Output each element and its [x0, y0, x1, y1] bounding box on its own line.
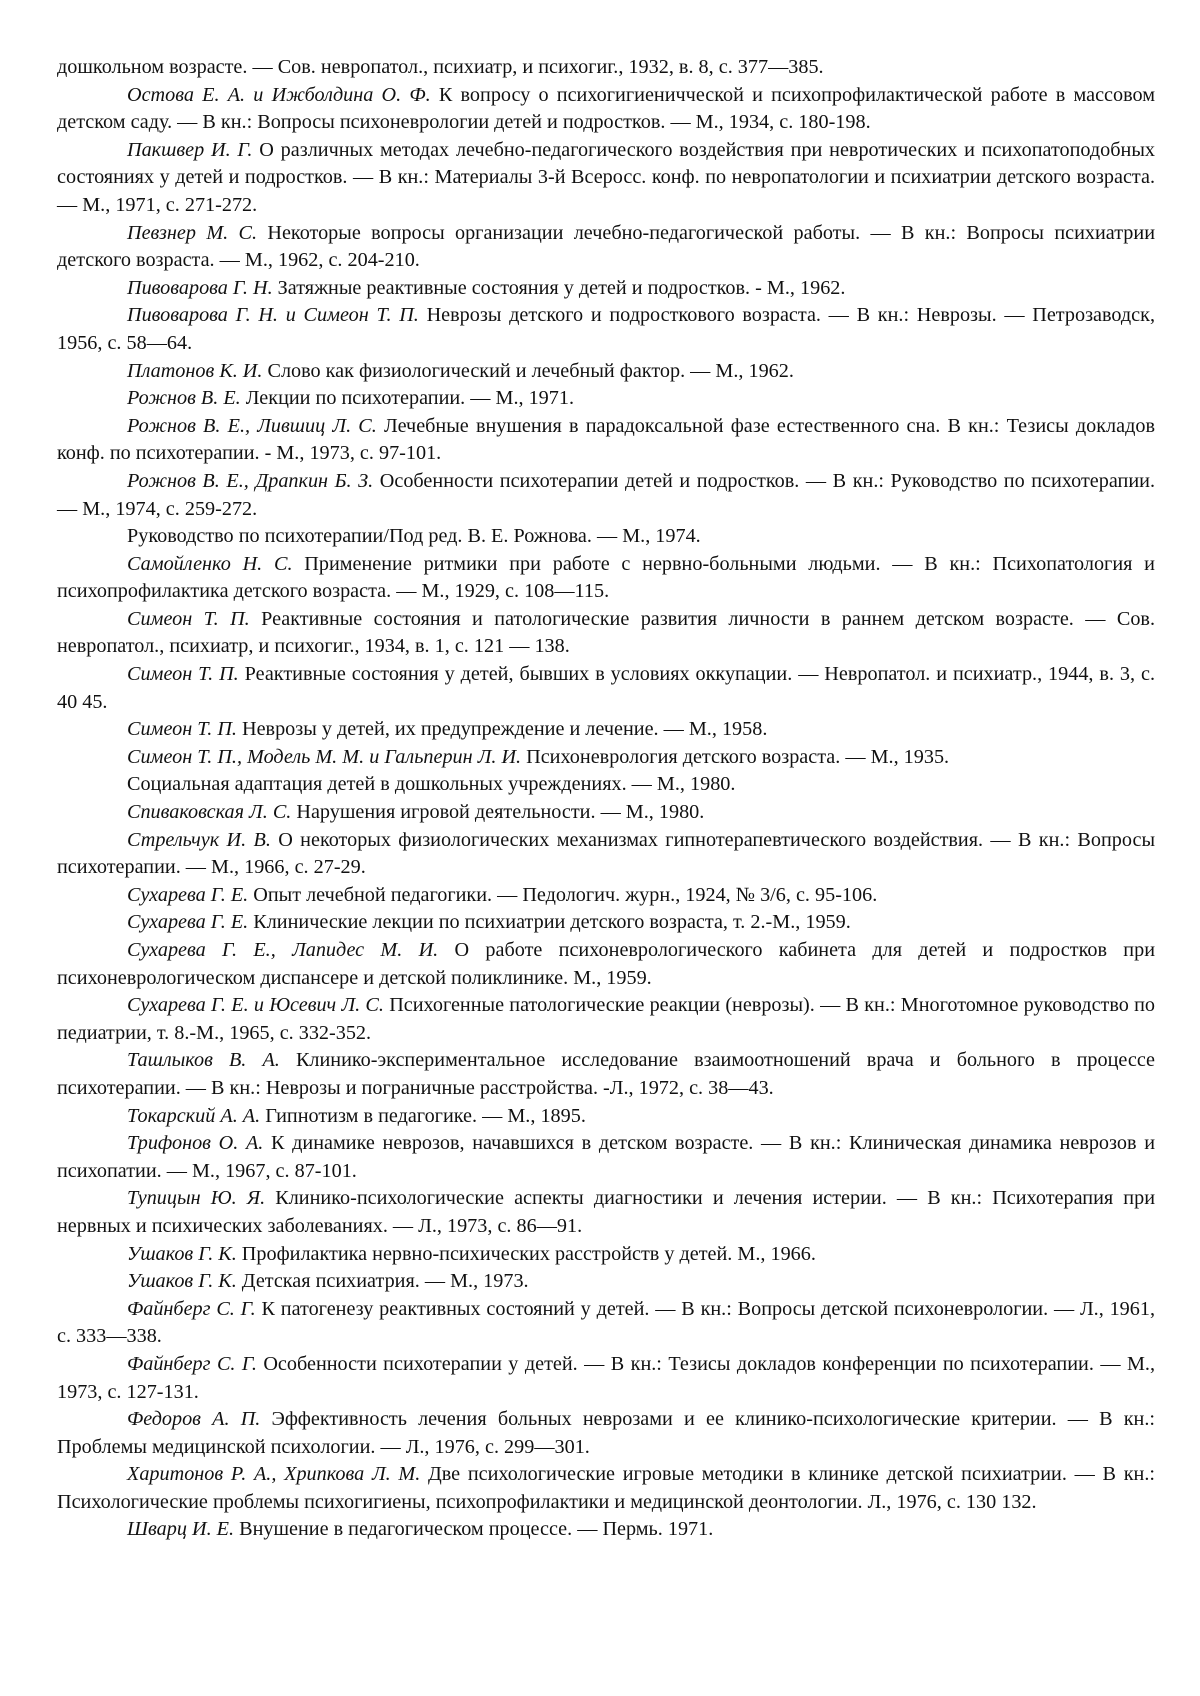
reference-text: Руководство по психотерапии/Под ред. В. Е. Рожнова. — М., 1974. — [127, 525, 701, 547]
reference-text: Особенности психотерапии у детей. — В кн.: Тезисы докладов конференции по психотерапии. — М., 1973, с. 127-131. — [57, 1353, 1155, 1403]
reference-text: Социальная адаптация детей в дошкольных учреждениях. — М., 1980. — [127, 773, 735, 795]
reference-author: Пивоварова Г. Н. и Симеон Т. П. — [127, 304, 419, 326]
reference-entry — [57, 771, 1155, 799]
reference-entry — [57, 358, 1155, 386]
reference-author: Ташлыков В. А. — [127, 1049, 280, 1071]
reference-author: Симеон Т. П. — [127, 663, 239, 685]
reference-entry — [57, 827, 1155, 882]
reference-text: Внушение в педагогическом процессе. — Пермь. 1971. — [234, 1518, 713, 1540]
reference-entry — [57, 1241, 1155, 1269]
reference-author: Сухарева Г. Е. — [127, 884, 248, 906]
reference-text: О некоторых физиологических механизмах гипнотерапевтического воздействия. — В кн.: Вопросы психотерапии. — М., 1966, с. 27-29. — [57, 829, 1155, 879]
reference-text: Реактивные состояния у детей, бывших в условиях оккупации. — Невропатол. и психиатр., 1944, в. 3, с. 40 45. — [57, 663, 1155, 713]
reference-text: Гипнотизм в педагогике. — М., 1895. — [260, 1105, 586, 1127]
reference-text: Эффективность лечения больных неврозами и ее клинико-психологические критерии. — В кн.: Проблемы медицинской психологии. — Л., 1976, с. 299—301. — [57, 1408, 1155, 1458]
reference-author: Ушаков Г. К. — [127, 1243, 237, 1265]
reference-entry — [57, 551, 1155, 606]
reference-entry — [57, 385, 1155, 413]
reference-author: Ушаков Г. К. — [127, 1270, 237, 1292]
reference-author: Стрельчук И. В. — [127, 829, 271, 851]
reference-text: Особенности психотерапии детей и подростков. — В кн.: Руководство по психотерапии. — М., 1974, с. 259-272. — [57, 470, 1155, 520]
reference-text: Неврозы у детей, их предупреждение и лечение. — М., 1958. — [237, 718, 767, 740]
reference-author: Тупицын Ю. Я. — [127, 1187, 265, 1209]
reference-author: Симеон Т. П. — [127, 718, 237, 740]
reference-entry — [57, 606, 1155, 661]
reference-entry — [57, 937, 1155, 992]
reference-author: Остова Е. А. и Ижболдина О. Ф. — [127, 84, 431, 106]
reference-text: Опыт лечебной педагогики. — Педологич. журн., 1924, № 3/6, с. 95-106. — [248, 884, 877, 906]
reference-author: Шварц И. Е. — [127, 1518, 234, 1540]
reference-entry — [57, 992, 1155, 1047]
reference-author: Пакшвер И. Г. — [127, 139, 252, 161]
reference-author: Спиваковская Л. С. — [127, 801, 291, 823]
reference-entry — [57, 82, 1155, 137]
reference-author: Трифонов О. А. — [127, 1132, 263, 1154]
reference-text: Слово как физиологический и лечебный фактор. — М., 1962. — [262, 360, 793, 382]
reference-text: К динамике неврозов, начавшихся в детском возрасте. — В кн.: Клиническая динамика неврозов и психопатии. — М., 1967, с. 87-101. — [57, 1132, 1155, 1182]
reference-text: Неврозы детского и подросткового возраста. — В кн.: Неврозы. — Петрозаводск, 1956, с. 58—64. — [57, 304, 1155, 354]
reference-entry — [57, 1047, 1155, 1102]
reference-entry — [57, 1516, 1155, 1544]
reference-entry — [57, 1185, 1155, 1240]
bibliography-page — [57, 54, 1155, 1544]
reference-entry — [57, 413, 1155, 468]
reference-entry — [57, 220, 1155, 275]
reference-author: Певзнер М. С. — [127, 222, 257, 244]
reference-entry — [57, 744, 1155, 772]
reference-entry — [57, 523, 1155, 551]
reference-text: Детская психиатрия. — М., 1973. — [237, 1270, 529, 1292]
reference-entry — [57, 302, 1155, 357]
reference-text: Лекции по психотерапии. — М., 1971. — [241, 387, 574, 409]
reference-author: Симеон Т. П., Модель М. М. и Гальперин Л. И. — [127, 746, 521, 768]
reference-author: Рожнов В. Е. — [127, 387, 241, 409]
reference-entry — [57, 716, 1155, 744]
reference-entry — [57, 1296, 1155, 1351]
reference-author: Рожнов В. Е., Лившиц Л. С. — [127, 415, 377, 437]
reference-author: Симеон Т. П. — [127, 608, 250, 630]
reference-author: Файнберг С. Г. — [127, 1353, 257, 1375]
reference-text: К патогенезу реактивных состояний у детей. — В кн.: Вопросы детской психоневрологии. — Л., 1961, с. 333—338. — [57, 1298, 1155, 1348]
reference-text: Психоневрология детского возраста. — М., 1935. — [521, 746, 949, 768]
reference-text: Реактивные состояния и патологические развития личности в раннем детском возрасте. — Сов. невропатол., психиатр, и психогиг., 1934, в. 1, с. 121 — 138. — [57, 608, 1155, 658]
reference-entry — [57, 1268, 1155, 1296]
reference-text: О работе психоневрологического кабинета для детей и подростков при психоневрологическом диспансере и детской поликлинике. М., 1959. — [57, 939, 1155, 989]
reference-text: Лечебные внушения в парадоксальной фазе естественного сна. В кн.: Тезисы докладов конф. по психотерапии. - М., 1973, с. 97-101. — [57, 415, 1155, 465]
reference-entry — [57, 468, 1155, 523]
reference-entry — [57, 909, 1155, 937]
reference-text: Клинико-экспериментальное исследование взаимоотношений врача и больного в процессе психотерапии. — В кн.: Неврозы и пограничные расстройства. -Л., 1972, с. 38—43. — [57, 1049, 1155, 1099]
reference-author: Сухарева Г. Е., Лапидес М. И. — [127, 939, 438, 961]
reference-entry — [57, 1461, 1155, 1516]
reference-text: Нарушения игровой деятельности. — М., 1980. — [291, 801, 704, 823]
reference-entry — [57, 137, 1155, 220]
reference-author: Сухарева Г. Е. и Юсевич Л. С. — [127, 994, 384, 1016]
reference-entry — [57, 1130, 1155, 1185]
reference-text: О различных методах лечебно-педагогического воздействия при невротических и психопатоподобных состояниях у детей и подростков. — В кн.: Материалы 3-й Всеросс. конф. по невропатологии и психиатрии детского возраста. — М., 1971, с. 271-272. — [57, 139, 1155, 216]
reference-text: дошкольном возрасте. — Сов. невропатол., психиатр, и психогиг., 1932, в. 8, с. 377—385. — [57, 56, 824, 78]
reference-text: Затяжные реактивные состояния у детей и подростков. - М., 1962. — [273, 277, 846, 299]
reference-entry — [57, 1351, 1155, 1406]
reference-text: Применение ритмики при работе с нервно-больными людьми. — В кн.: Психопатология и психопрофилактика детского возраста. — М., 1929, с. 108—115. — [57, 553, 1155, 603]
reference-text: К вопросу о психогигиеничческой и психопрофилактической работе в массовом детском саду. — В кн.: Вопросы психоневрологии детей и подростков. — М., 1934, с. 180-198. — [57, 84, 1155, 134]
reference-author: Харитонов Р. А., Хрипкова Л. М. — [127, 1463, 420, 1485]
reference-entry — [57, 661, 1155, 716]
reference-author: Самойленко Н. С. — [127, 553, 293, 575]
reference-entry — [57, 54, 1155, 82]
reference-author: Пивоварова Г. Н. — [127, 277, 273, 299]
reference-author: Платонов К. И. — [127, 360, 262, 382]
reference-entry — [57, 799, 1155, 827]
reference-entry — [57, 275, 1155, 303]
reference-author: Токарский А. А. — [127, 1105, 260, 1127]
reference-text: Профилактика нервно-психических расстройств у детей. М., 1966. — [237, 1243, 816, 1265]
reference-entry — [57, 1406, 1155, 1461]
reference-text: Некоторые вопросы организации лечебно-педагогической работы. — В кн.: Вопросы психиатрии детского возраста. — М., 1962, с. 204-210. — [57, 222, 1155, 272]
reference-text: Психогенные патологические реакции (неврозы). — В кн.: Многотомное руководство по педиатрии, т. 8.-М., 1965, с. 332-352. — [57, 994, 1155, 1044]
reference-text: Клинико-психологические аспекты диагностики и лечения истерии. — В кн.: Психотерапия при нервных и психических заболеваниях. — Л., 1973, с. 86—91. — [57, 1187, 1155, 1237]
reference-entry — [57, 1103, 1155, 1131]
reference-text: Две психологические игровые методики в клинике детской психиатрии. — В кн.: Психологические проблемы психогигиены, психопрофилактики и медицинской деонтологии. Л., 1976, с. 130 132. — [57, 1463, 1155, 1513]
reference-author: Файнберг С. Г. — [127, 1298, 256, 1320]
reference-text: Клинические лекции по психиатрии детского возраста, т. 2.-М., 1959. — [248, 911, 851, 933]
reference-author: Рожнов В. Е., Драпкин Б. З. — [127, 470, 373, 492]
reference-author: Федоров А. П. — [127, 1408, 260, 1430]
reference-author: Сухарева Г. Е. — [127, 911, 248, 933]
reference-entry — [57, 882, 1155, 910]
